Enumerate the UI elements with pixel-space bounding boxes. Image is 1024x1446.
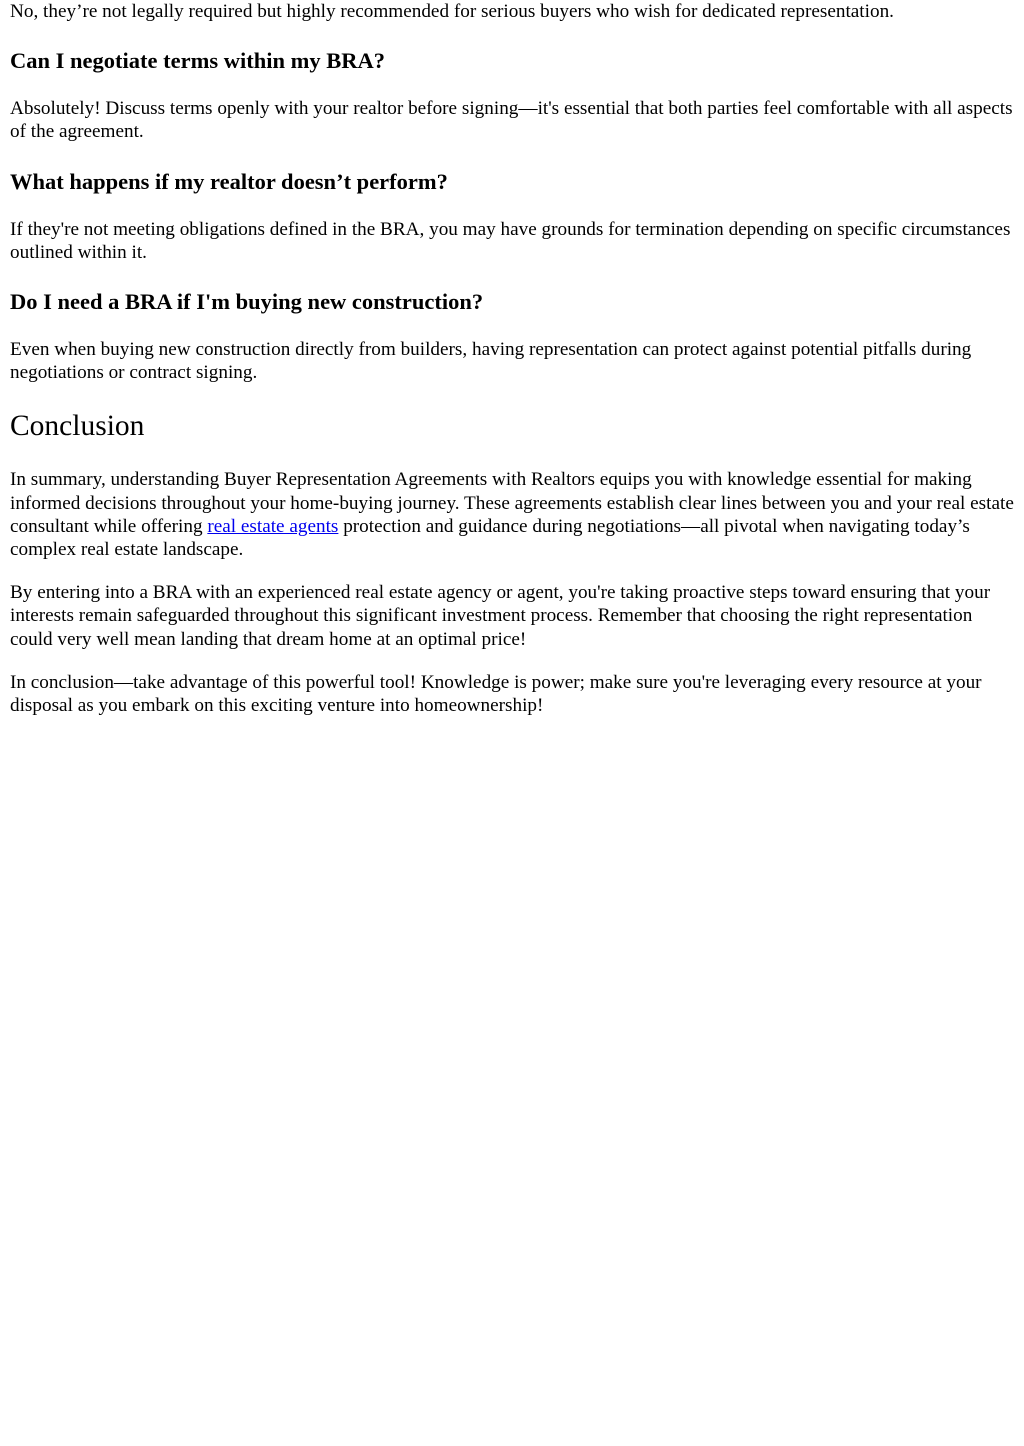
- faq-answer-4: Even when buying new construction directly from builders, having representation can protect against potential pitfalls during negotiations or contract signing.: [10, 339, 972, 384]
- conclusion-paragraph-2: By entering into a BRA with an experienced real estate agency or agent, you're taking proactive steps toward ensuring that your interests remain safeguarded throughout this significant investment process. Remember that choosing the right representation could very well mean landing that dream home at an optimal price!: [10, 582, 991, 650]
- faq-question-3: What happens if my realtor doesn’t perform?: [10, 168, 448, 194]
- conclusion-paragraph-3: In conclusion—take advantage of this powerful tool! Knowledge is power; make sure you're leveraging every resource at your disposal as you embark on this exciting venture into homeownership!: [10, 671, 982, 717]
- faq-answer-2: Absolutely! Discuss terms openly with your realtor before signing—it's essential that both parties feel comfortable with all aspects of the agreement.: [10, 98, 1013, 143]
- real-estate-agents-link[interactable]: real estate agents: [207, 515, 339, 537]
- faq-question-2: Can I negotiate terms within my BRA?: [10, 48, 385, 74]
- faq-answer-1: No, they’re not legally required but highly recommended for serious buyers who wish for dedicated representation.: [10, 1, 894, 22]
- article-body: [0, 0, 1024, 717]
- conclusion-p1-text-before: In summary, understanding Buyer Representation Agreements with Realtors equips you with knowledge essential for making informed decisions throughout your home-buying journey. These agreements establish clear lines between you and your real estate consultant while offering: [10, 469, 1014, 537]
- conclusion-paragraph-1: [10, 468, 1014, 561]
- conclusion-heading: Conclusion: [10, 410, 145, 443]
- conclusion-p1-text-after: protection and guidance during negotiations—all pivotal when navigating today’s complex real estate landscape.: [10, 515, 970, 561]
- faq-question-4: Do I need a BRA if I'm buying new construction?: [10, 289, 484, 315]
- faq-answer-3: If they're not meeting obligations defined in the BRA, you may have grounds for termination depending on specific circumstances outlined within it.: [10, 218, 1011, 263]
